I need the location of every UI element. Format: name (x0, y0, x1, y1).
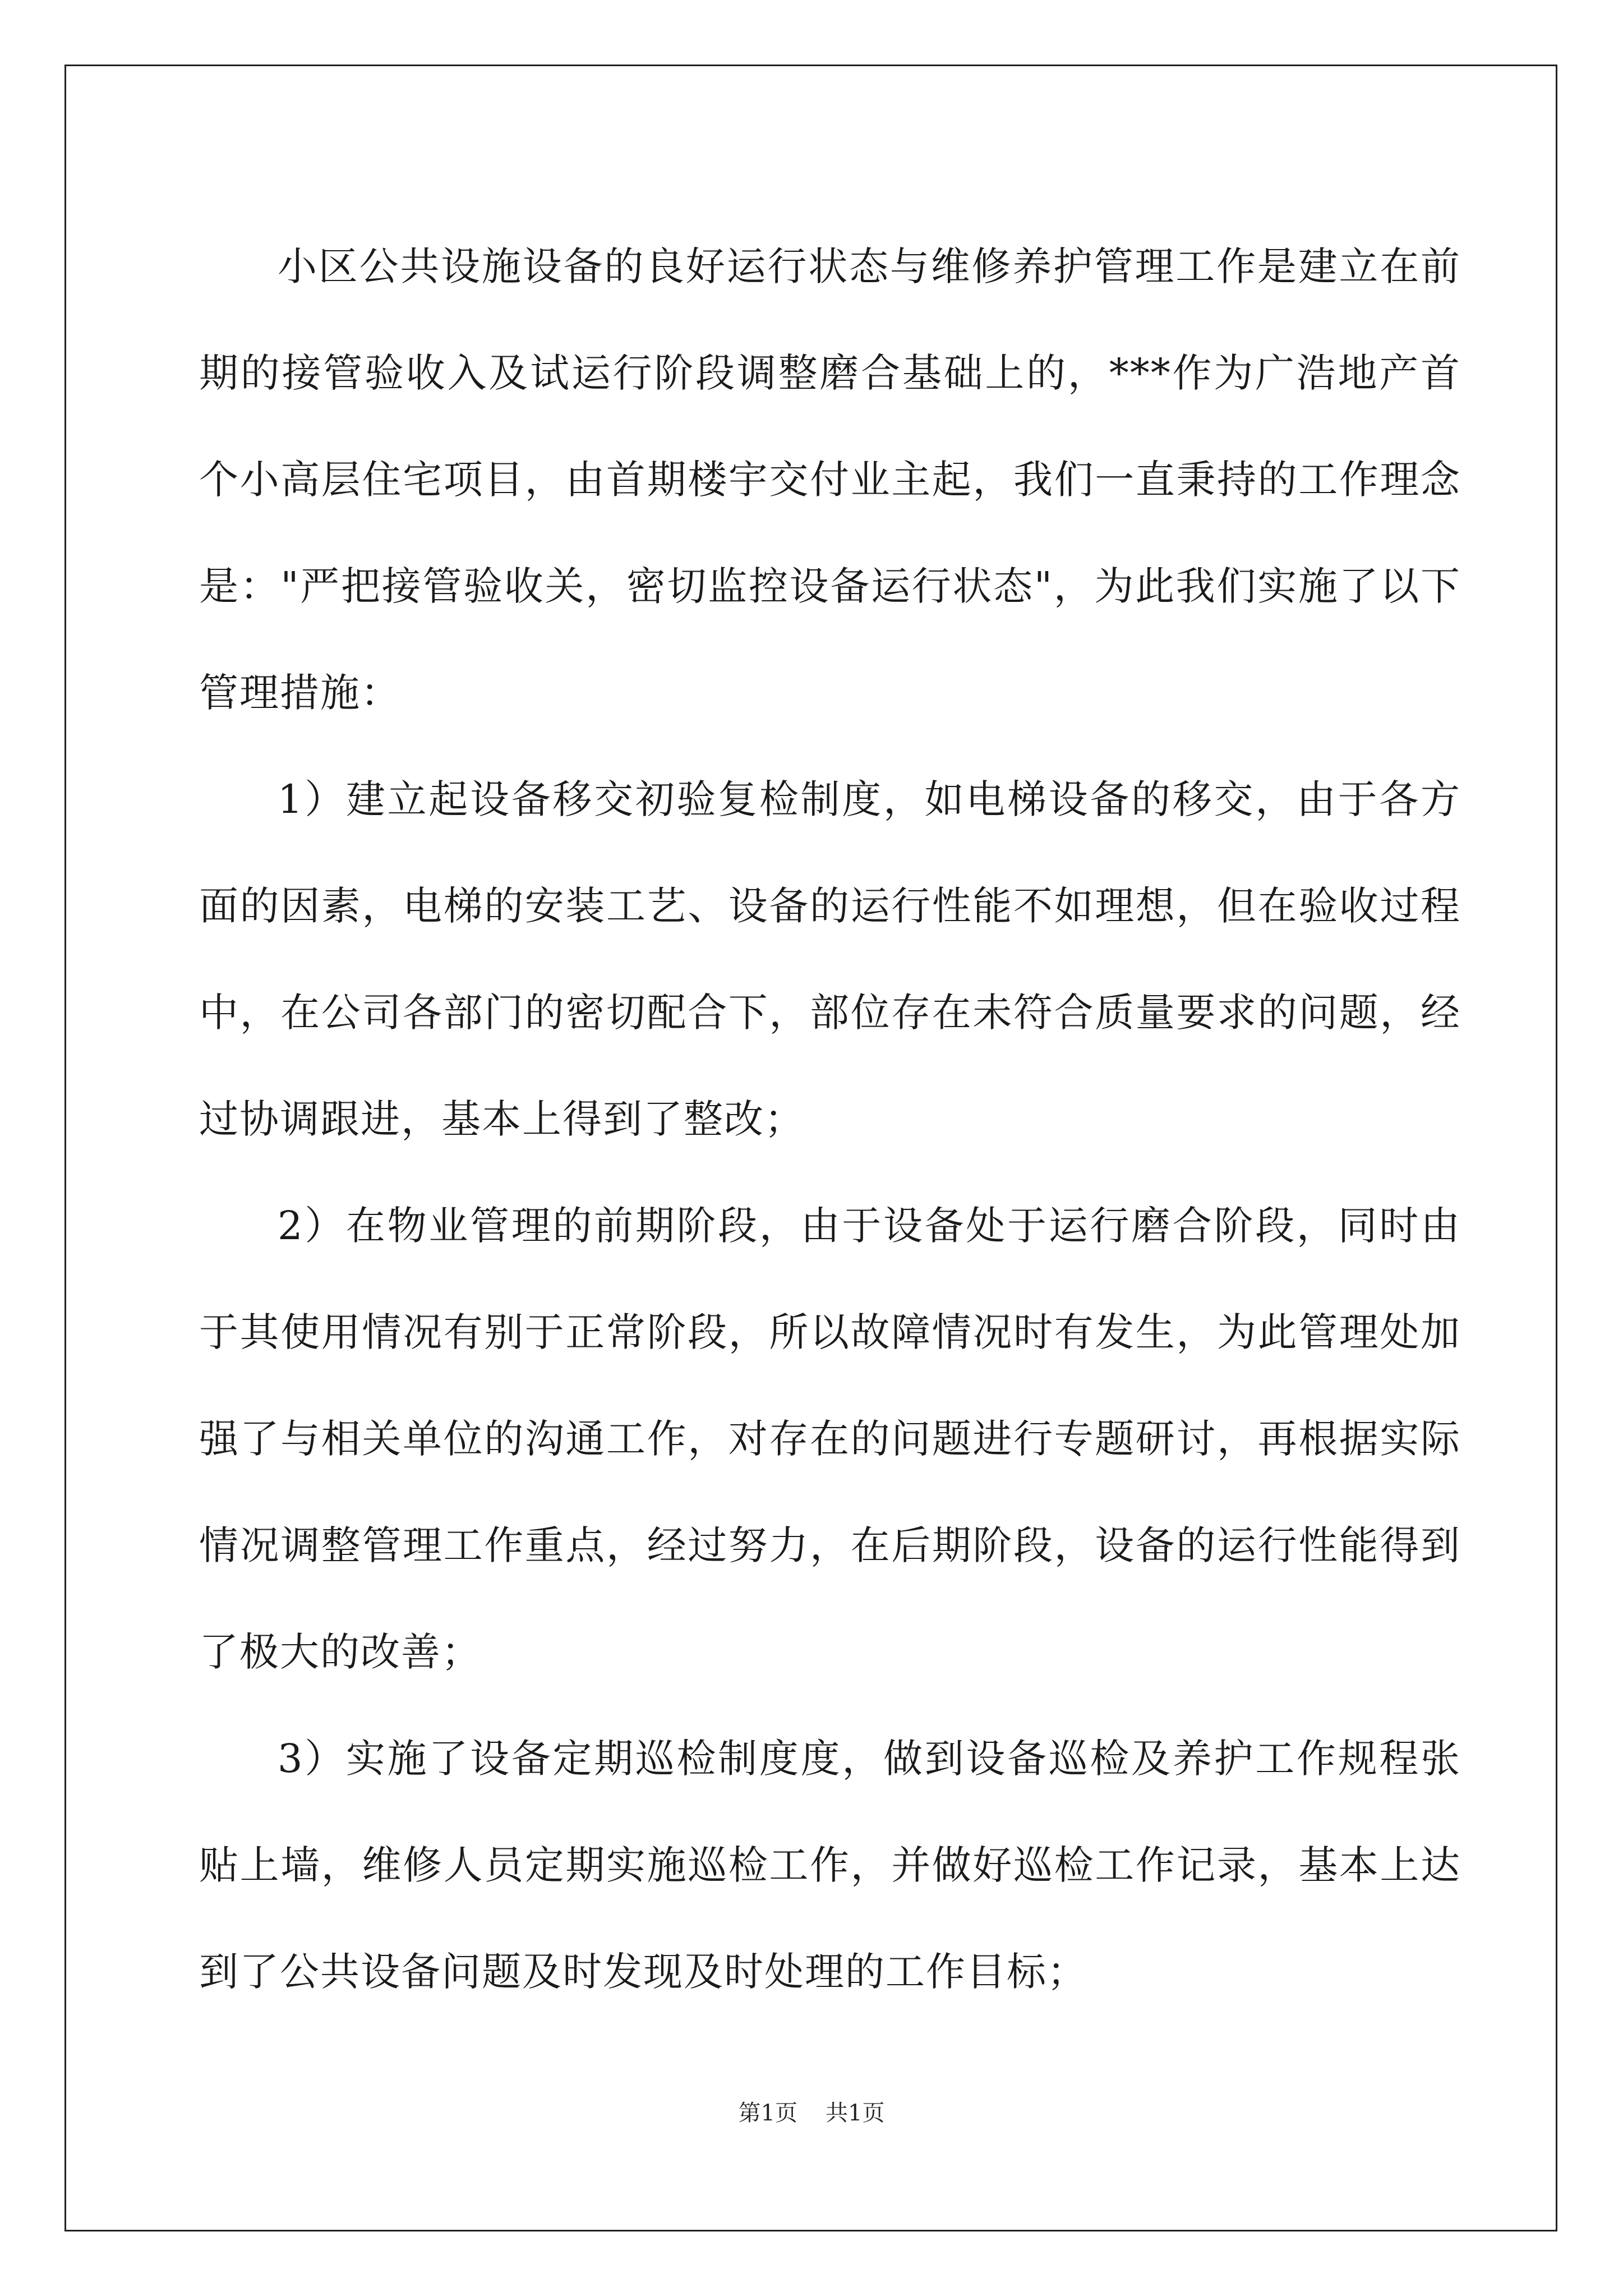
paragraph-intro: 小区公共设施设备的良好运行状态与维修养护管理工作是建立在前期的接管验收入及试运行阶段调整磨合基础上的，***作为广浩地产首个小高层住宅项目，由首期楼宇交付业主起，我们一直秉持的工作理念是："严把接管验收关，密切监控设备运行状态"，为此我们实施了以下管理措施： (199, 243, 1461, 716)
paragraph-item-1: 1）建立起设备移交初验复检制度，如电梯设备的移交，由于各方面的因素，电梯的安装工艺、设备的运行性能不如理想，但在验收过程中，在公司各部门的密切配合下，部位存在未符合质量要求的问题，经过协调跟进，基本上得到了整改； (199, 776, 1461, 1142)
page-footer (0, 2095, 1623, 2127)
paragraph-item-2: 2）在物业管理的前期阶段，由于设备处于运行磨合阶段，同时由于其使用情况有别于正常阶段，所以故障情况时有发生，为此管理处加强了与相关单位的沟通工作，对存在的问题进行专题研讨，再根据实际情况调整管理工作重点，经过努力，在后期阶段，设备的运行性能得到了极大的改善； (199, 1203, 1461, 1675)
page-number: 第1页 (738, 2100, 797, 2126)
paragraph-item-3: 3）实施了设备定期巡检制度度，做到设备巡检及养护工作规程张贴上墙，维修人员定期实施巡检工作，并做好巡检工作记录，基本上达到了公共设备问题及时发现及时处理的工作目标； (199, 1736, 1461, 1995)
document-body (199, 213, 1461, 2025)
page-total: 共1页 (826, 2100, 885, 2126)
